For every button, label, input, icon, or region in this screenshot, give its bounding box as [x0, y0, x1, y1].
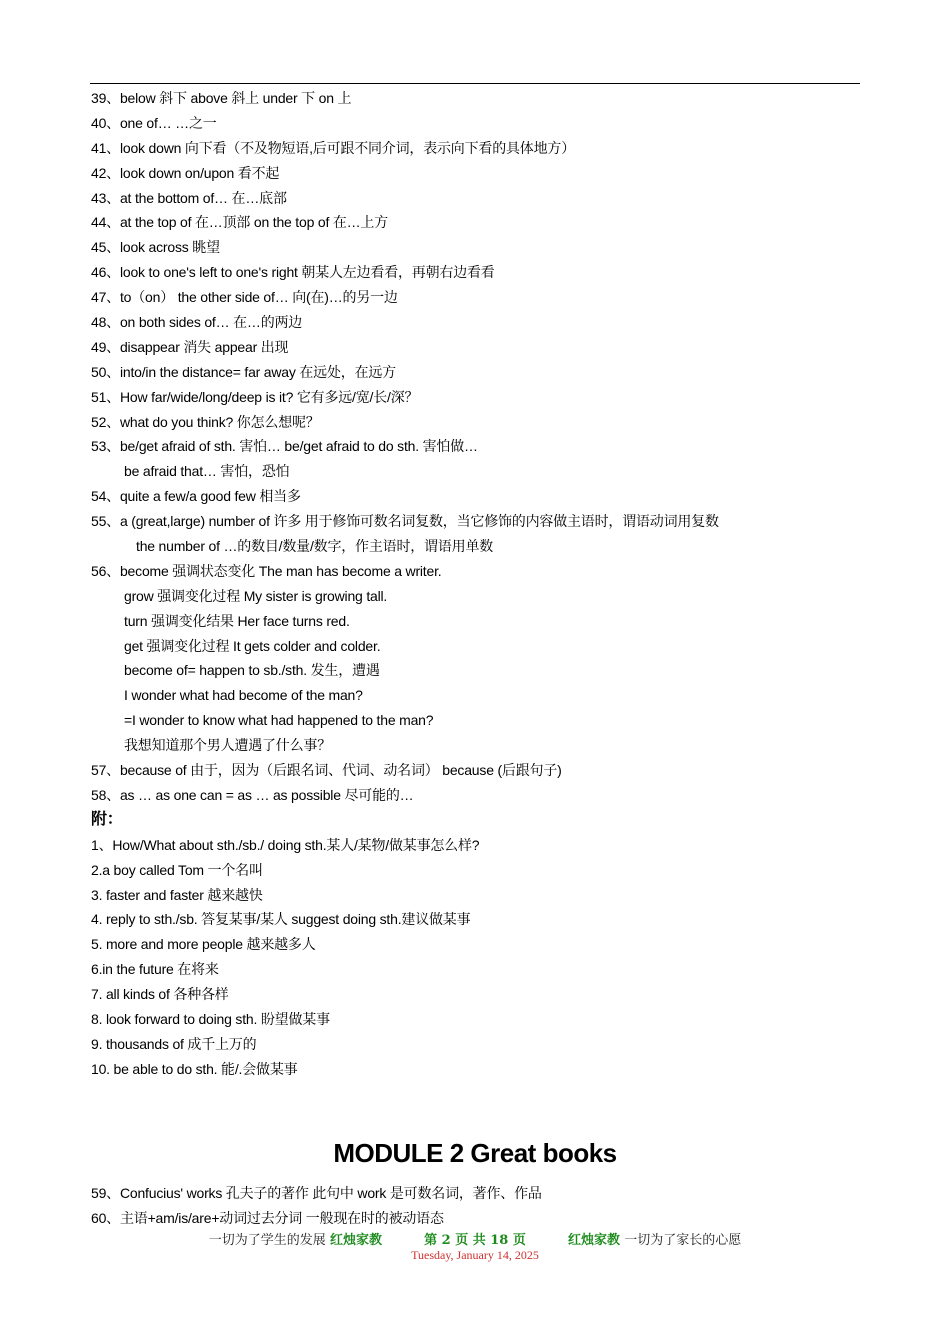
module-title: MODULE 2 Great books: [333, 1138, 617, 1168]
list-item-continuation: I wonder what had become of the man?: [124, 687, 363, 704]
header-rule: [90, 83, 860, 84]
vocabulary-list: [91, 86, 861, 1082]
list-item: 42、look down on/upon 看不起: [91, 164, 280, 181]
list-item: 40、one of… …之一: [91, 114, 217, 131]
appendix-item: 6.in the future 在将来: [91, 961, 219, 978]
list-item: 51、How far/wide/long/deep is it? 它有多远/宽/长/深？: [91, 388, 419, 405]
list-item: 60、主语+am/is/are+动词过去分词 一般现在时的被动语态: [91, 1209, 444, 1226]
page-number: 第 2 页 共 18 页: [424, 1233, 526, 1248]
list-item: 55、a (great,large) number of 许多 用于修饰可数名词复数，当它修饰的内容做主语时，谓语动词用复数: [91, 513, 719, 530]
list-item: 57、because of 由于，因为（后跟名词、代词、动名词） because (后跟句子): [91, 762, 562, 779]
appendix-item: 10. be able to do sth. 能/.会做某事: [91, 1060, 298, 1077]
appendix-item: 3. faster and faster 越来越快: [91, 886, 263, 903]
list-item: 54、quite a few/a good few 相当多: [91, 488, 301, 505]
list-item-continuation: become of= happen to sb./sth. 发生，遭遇: [124, 662, 380, 679]
appendix-item: 2.a boy called Tom 一个名叫: [91, 861, 263, 878]
list-item: 50、into/in the distance= far away 在远处，在远方: [91, 363, 396, 380]
list-item-continuation: =I wonder to know what had happened to the man?: [124, 712, 434, 729]
list-item: 59、Confucius' works 孔夫子的著作 此句中 work 是可数名词，著作、作品: [91, 1185, 542, 1201]
list-item: 41、look down 向下看（不及物短语,后可跟不同介词，表示向下看的具体地方）: [91, 139, 575, 156]
appendix-item: 4. reply to sth./sb. 答复某事/某人 suggest doing sth.建议做某事: [91, 911, 471, 928]
appendix-item: 8. look forward to doing sth. 盼望做某事: [91, 1010, 330, 1027]
appendix-item: 9. thousands of 成千上万的: [91, 1035, 257, 1052]
page-footer: [0, 1229, 950, 1248]
list-item-continuation: the number of …的数目/数量/数字，作主语时，谓语用单数: [136, 538, 494, 555]
footer-left-text: 一切为了学生的发展: [208, 1233, 326, 1248]
list-item: 39、below 斜下 above 斜上 under 下 on 上: [91, 90, 352, 106]
list-item: 58、as … as one can = as … as possible 尽可能的…: [91, 786, 414, 803]
footer-brand-right: 红烛家教: [568, 1233, 621, 1248]
footer-date: Tuesday, January 14, 2025: [411, 1248, 539, 1262]
list-item: 49、disappear 消失 appear 出现: [91, 338, 289, 355]
footer-brand-left: 红烛家教: [329, 1233, 382, 1248]
list-item-continuation: grow 强调变化过程 My sister is growing tall.: [124, 587, 388, 604]
list-item: 53、be/get afraid of sth. 害怕… be/get afraid to do sth. 害怕做…: [91, 438, 478, 455]
list-item: 44、at the top of 在…顶部 on the top of 在…上方: [91, 214, 389, 231]
appendix-item: 5. more and more people 越来越多人: [91, 936, 316, 953]
list-item-continuation: be afraid that… 害怕，恐怕: [124, 463, 290, 480]
appendix-item: 7. all kinds of 各种各样: [91, 986, 229, 1003]
list-item-continuation: get 强调变化过程 It gets colder and colder.: [124, 637, 381, 654]
appendix-heading: 附：: [91, 810, 123, 828]
list-item: 48、on both sides of… 在…的两边: [91, 314, 303, 331]
list-item: 52、what do you think? 你怎么想呢？: [91, 413, 320, 430]
footer-right-text: 一切为了家长的心愿: [624, 1233, 742, 1248]
list-item: 43、at the bottom of… 在…底部: [91, 189, 287, 206]
list-item-continuation: 我想知道那个男人遭遇了什么事？: [124, 737, 331, 754]
list-item: 47、to（on） the other side of… 向(在)…的另一边: [91, 289, 398, 306]
appendix-item: 1、How/What about sth./sb./ doing sth.某人/某物/做某事怎么样?: [91, 836, 480, 853]
module-list: [91, 1181, 861, 1231]
list-item: 46、look to one's left to one's right 朝某人左边看看，再朝右边看看: [91, 264, 495, 281]
list-item: 45、look across 眺望: [91, 239, 220, 256]
list-item-continuation: turn 强调变化结果 Her face turns red.: [124, 612, 350, 629]
list-item: 56、become 强调状态变化 The man has become a writer.: [91, 562, 442, 579]
